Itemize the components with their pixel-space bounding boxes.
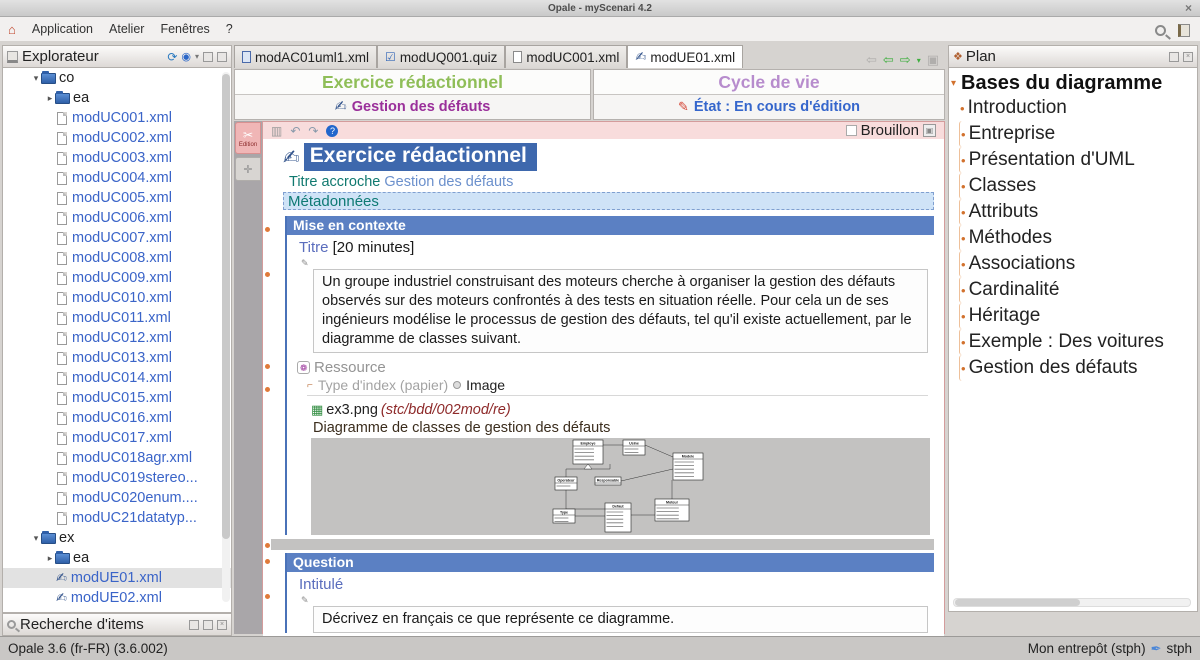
file-label: modUC018agr.xml: [72, 450, 193, 466]
menu-item-?[interactable]: ?: [225, 22, 233, 36]
search-items-icon: [7, 620, 16, 629]
metadata-band[interactable]: Métadonnées: [283, 192, 934, 210]
file-label: modUC007.xml: [72, 230, 172, 246]
folder-label: ex: [59, 530, 75, 546]
titre-label: Titre: [299, 239, 329, 256]
bullet-icon: •: [961, 126, 966, 142]
plan-item-entreprise[interactable]: [959, 121, 1197, 147]
plan-item-cardinalit[interactable]: [959, 277, 1197, 303]
plan-item-hritage[interactable]: [959, 303, 1197, 329]
hook-label: Titre accroche: [289, 174, 381, 190]
document-icon: [57, 152, 67, 165]
file-label: modUC21datatyp...: [72, 510, 197, 526]
tab-add[interactable]: [235, 157, 261, 181]
plan-item-label: Attributs: [968, 201, 1039, 222]
explorer-icon: [7, 51, 18, 63]
plan-panel: [948, 45, 1198, 612]
uml-class-diagram: [535, 439, 707, 534]
tree-item-modUC015xml[interactable]: [3, 388, 231, 408]
document-icon: [57, 332, 67, 345]
context-paragraph[interactable]: Un groupe industriel construisant des moteurs cherche à organiser la gestion des défauts observés sur des moteurs confrontés à des tests en situation réelle. Pour cela un de ses ingénieurs modélise le processus de gestion des défauts, tel qu'il existe actuellement, par le diagramme de classes suivant.: [313, 269, 928, 353]
file-label: modUC013.xml: [72, 350, 172, 366]
tree-item-ea[interactable]: [3, 548, 231, 568]
plan-item-mthodes[interactable]: [959, 225, 1197, 251]
menu-item-atelier[interactable]: Atelier: [109, 22, 145, 36]
tree-item-modUC001xml[interactable]: [3, 108, 231, 128]
plan-item-label: Exemple : Des voitures: [968, 331, 1164, 352]
panel-maximize-button[interactable]: [203, 620, 213, 630]
plan-header: [948, 45, 1198, 68]
activity-icon: [242, 51, 251, 63]
tree-item-modUC21datatyp[interactable]: [3, 508, 231, 528]
file-label: modUC014.xml: [72, 370, 172, 386]
folder-icon: [55, 553, 70, 564]
draft-checkbox[interactable]: [846, 125, 857, 136]
tab-edition[interactable]: [235, 122, 261, 154]
tab-label: modUC001.xml: [526, 49, 620, 65]
editor-side-strip: [234, 121, 262, 634]
triangle-down-icon: ▾: [951, 78, 957, 89]
sync-icon[interactable]: ◉: [181, 51, 191, 63]
file-label: modUC010.xml: [72, 290, 172, 306]
file-label: modUC008.xml: [72, 250, 172, 266]
plan-item-associations[interactable]: [959, 251, 1197, 277]
question-text[interactable]: Décrivez en français ce que représente ce diagramme.: [313, 606, 928, 633]
expanded-arrow-icon[interactable]: ▾: [33, 532, 39, 543]
tree-item-modUC012xml[interactable]: [3, 328, 231, 348]
hook-value[interactable]: Gestion des défauts: [384, 174, 514, 190]
file-label: modUC006.xml: [72, 210, 172, 226]
collapsed-arrow-icon[interactable]: ▸: [47, 92, 53, 103]
context-section: [285, 216, 934, 535]
tab-modUQ001quiz[interactable]: [377, 45, 505, 68]
exercise-icon: ✍: [283, 146, 300, 169]
quiz-icon: ☑: [385, 50, 396, 64]
lifecycle-box: [593, 69, 945, 120]
titre-value[interactable]: [20 minutes]: [332, 239, 415, 256]
tree-item-co[interactable]: [3, 68, 231, 88]
edit-marker: [265, 272, 270, 277]
file-label: modUC002.xml: [72, 130, 172, 146]
tree-item-modUC008xml[interactable]: [3, 248, 231, 268]
document-icon: [57, 312, 67, 325]
document-icon: [57, 472, 67, 485]
folder-label: ea: [73, 90, 90, 106]
tab-modUC001xml[interactable]: [505, 45, 627, 68]
plan-item-label: Gestion des défauts: [968, 357, 1138, 378]
document-icon: [57, 112, 67, 125]
status-version: Opale 3.6 (fr-FR) (3.6.002): [8, 641, 168, 656]
file-label: modUE01.xml: [70, 570, 162, 586]
bullet-icon: •: [961, 152, 966, 168]
menu-item-fentres[interactable]: Fenêtres: [160, 22, 210, 36]
tree-item-modUC003xml[interactable]: [3, 148, 231, 168]
file-label: modUC004.xml: [72, 170, 172, 186]
window-close-icon[interactable]: ×: [1184, 1, 1192, 15]
document-icon: [57, 412, 67, 425]
plan-minimize-button[interactable]: [1169, 52, 1179, 62]
help-icon[interactable]: ?: [326, 125, 338, 137]
back-gray-icon[interactable]: ⇦: [865, 52, 877, 67]
tab-nav: [860, 52, 945, 68]
center-area: [234, 45, 945, 636]
pencil-icon: ✎: [677, 99, 689, 114]
tree-item-ea[interactable]: [3, 88, 231, 108]
statusbar: [0, 636, 1200, 660]
edit-marker: [265, 364, 270, 369]
index-tick-icon: ⌐: [307, 379, 313, 391]
tab-modAC01uml1xml[interactable]: [234, 45, 377, 68]
edit-marker: [265, 559, 270, 564]
file-label: modUC005.xml: [72, 190, 172, 206]
tree-item-modUC017xml[interactable]: [3, 428, 231, 448]
save-icon[interactable]: ▥: [271, 123, 283, 138]
document-icon: [57, 352, 67, 365]
document-icon: [513, 51, 522, 63]
folder-icon: [41, 73, 56, 84]
draft-label: Brouillon: [860, 122, 919, 139]
exercise-icon: ✍: [334, 99, 347, 115]
image-file-path: (stc/bdd/002mod/re): [380, 402, 511, 418]
tree-item-modUC006xml[interactable]: [3, 208, 231, 228]
editor-toolbar: [263, 122, 944, 139]
document-icon: [57, 212, 67, 225]
home-icon[interactable]: ⌂: [8, 21, 16, 37]
search-items-header[interactable]: [2, 613, 232, 636]
tree-item-modUC010xml[interactable]: [3, 288, 231, 308]
plan-item-classes[interactable]: [959, 173, 1197, 199]
bullet-icon: •: [961, 204, 966, 220]
image-file-icon: ▦: [311, 402, 324, 417]
toolbar-right: [1155, 24, 1190, 37]
tiny-down-icon[interactable]: ▾: [916, 55, 921, 65]
document-icon: [57, 192, 67, 205]
panel-minimize-button[interactable]: [189, 620, 199, 630]
plus-icon: ✛: [243, 163, 253, 176]
exercise-icon: ✍: [635, 49, 647, 64]
svg-text:Modele: Modele: [681, 454, 694, 459]
file-label: modUC009.xml: [72, 270, 172, 286]
editor-main: [262, 121, 945, 634]
resource-label: Ressource: [314, 359, 386, 376]
tree-item-modUC011xml[interactable]: [3, 308, 231, 328]
plan-root-label: Bases du diagramme: [961, 72, 1163, 94]
plan-title: Plan: [965, 48, 996, 65]
svg-text:Operateur: Operateur: [556, 478, 575, 483]
chevron-down-icon[interactable]: ▾: [194, 52, 199, 61]
document-icon: [57, 272, 67, 285]
explorer-scrollbar[interactable]: [222, 72, 230, 602]
search-items-title: Recherche d'items: [20, 616, 144, 633]
plan-item-label: Cardinalité: [968, 279, 1060, 300]
lifecycle-state-row[interactable]: [594, 94, 944, 119]
folder-icon: [41, 533, 56, 544]
library-icon[interactable]: [1178, 24, 1190, 37]
plan-item-label: Associations: [968, 253, 1076, 274]
edit-marker: [265, 543, 270, 548]
search-icon[interactable]: [1155, 25, 1166, 36]
item-name-row[interactable]: [235, 94, 590, 119]
fwd-green-icon[interactable]: ⇨: [899, 52, 911, 67]
context-header[interactable]: Mise en contexte: [287, 216, 934, 235]
bullet-icon: •: [961, 360, 966, 376]
plan-root-item[interactable]: [951, 72, 1197, 95]
explorer-header: [2, 45, 232, 68]
svg-text:Defaut: Defaut: [611, 504, 624, 509]
bullet-icon: •: [961, 256, 966, 272]
bullet-icon: •: [961, 334, 966, 350]
document-icon: [57, 232, 67, 245]
folder-icon: [55, 93, 70, 104]
document-icon: [57, 452, 67, 465]
plan-item-label: Introduction: [967, 97, 1067, 118]
window-titlebar: [0, 0, 1200, 17]
image-file-name[interactable]: ex3.png: [326, 402, 378, 418]
status-user: stph: [1166, 641, 1192, 656]
edit-marker: [265, 227, 270, 232]
item-type-title: Exercice rédactionnel: [322, 71, 503, 92]
undo-icon[interactable]: ↶: [290, 123, 301, 138]
file-label: modUC003.xml: [72, 150, 172, 166]
index-label: Type d'index (papier): [317, 377, 449, 393]
plan-item-prsentationduml[interactable]: [959, 147, 1197, 173]
document-icon: [57, 172, 67, 185]
folder-label: ea: [73, 550, 90, 566]
question-section: [285, 553, 934, 633]
svg-text:Moteur: Moteur: [665, 500, 678, 505]
tree-item-modUC013xml[interactable]: [3, 348, 231, 368]
explorer-title: Explorateur: [22, 48, 99, 65]
index-type-icon: [453, 381, 461, 389]
file-label: modUC016.xml: [72, 410, 172, 426]
plan-item-attributs[interactable]: [959, 199, 1197, 225]
window-title: Opale - myScenari 4.2: [548, 2, 652, 14]
document-icon: [57, 492, 67, 505]
tree-item-modUC018agrxml[interactable]: [3, 448, 231, 468]
index-value[interactable]: Image: [466, 377, 506, 393]
file-label: modUC011.xml: [72, 310, 171, 326]
tab-modUE01xml[interactable]: [627, 45, 743, 68]
exercise-icon: ✍: [56, 570, 67, 585]
file-label: modUC017.xml: [72, 430, 172, 446]
exercise-icon: ✍: [56, 590, 67, 605]
explorer-tree: [2, 68, 232, 613]
panel-close-button[interactable]: ×: [217, 620, 227, 630]
editor: [234, 121, 945, 634]
bullet-icon: •: [961, 308, 966, 324]
collapsed-arrow-icon[interactable]: ▸: [47, 552, 53, 563]
plan-item-label: Héritage: [968, 305, 1041, 326]
tree-item-modUC005xml[interactable]: [3, 188, 231, 208]
tree-item-modUC014xml[interactable]: [3, 368, 231, 388]
plan-item-label: Classes: [968, 175, 1037, 196]
back-green-icon[interactable]: ⇦: [882, 52, 894, 67]
file-label: modUC019stereo...: [72, 470, 198, 486]
bullet-icon: •: [961, 282, 966, 298]
edit-marker: [265, 387, 270, 392]
cursor-icon: ✎: [301, 595, 309, 605]
file-label: modUC020enum....: [72, 490, 198, 506]
plan-item-introduction[interactable]: [959, 95, 1197, 121]
plan-close-button[interactable]: ×: [1183, 52, 1193, 62]
bullet-icon: •: [960, 100, 965, 116]
minimize-button[interactable]: [203, 52, 213, 62]
svg-text:Responsable: Responsable: [596, 478, 619, 483]
tree-item-modUC016xml[interactable]: [3, 408, 231, 428]
tree-item-modUE02xml[interactable]: [3, 588, 231, 608]
restore-icon[interactable]: ▣: [926, 52, 939, 67]
lifecycle-title: Cycle de vie: [718, 71, 820, 92]
tree-item-modUC009xml[interactable]: [3, 268, 231, 288]
section-gap: [271, 539, 934, 550]
document-icon: [57, 432, 67, 445]
document-icon: [57, 512, 67, 525]
tree-item-modUC019stereo[interactable]: [3, 468, 231, 488]
svg-text:Usine: Usine: [628, 441, 639, 446]
plan-item-label: Méthodes: [968, 227, 1053, 248]
tree-item-modUC020enum[interactable]: [3, 488, 231, 508]
intitule-label: Intitulé: [299, 576, 344, 593]
document-icon: [57, 132, 67, 145]
plan-item-label: Présentation d'UML: [968, 149, 1135, 170]
tab-label: modUE01.xml: [650, 49, 736, 65]
cursor-icon: ✎: [301, 258, 309, 268]
expanded-arrow-icon[interactable]: ▾: [33, 72, 39, 83]
edition-label: Edition: [238, 142, 258, 148]
editor-content: [263, 139, 944, 637]
svg-text:Type: Type: [559, 510, 568, 515]
collapse-button[interactable]: ▣: [923, 124, 936, 137]
svg-text:Employe: Employe: [580, 441, 595, 446]
pen-icon: ✒: [1150, 640, 1162, 656]
item-summary-box: [234, 69, 591, 120]
document-icon: [57, 252, 67, 265]
maximize-button[interactable]: [217, 52, 227, 62]
tab-label: modUQ001.quiz: [399, 49, 498, 65]
redo-icon[interactable]: ↷: [308, 123, 319, 138]
plan-body: [948, 68, 1198, 612]
tree-item-modUC004xml[interactable]: [3, 168, 231, 188]
summary-row: [234, 69, 945, 120]
explorer-panel: [2, 45, 232, 636]
bullet-icon: •: [961, 230, 966, 246]
tree-item-ex[interactable]: [3, 528, 231, 548]
tree-item-modUE01xml[interactable]: [3, 568, 231, 588]
file-label: modUC012.xml: [72, 330, 172, 346]
tree-item-modUC002xml[interactable]: [3, 128, 231, 148]
file-label: modUC015.xml: [72, 390, 172, 406]
plan-item-exempledesvoitures[interactable]: [959, 329, 1197, 355]
folder-label: co: [59, 70, 75, 86]
lifecycle-state: État : En cours d'édition: [693, 99, 861, 115]
resource-icon: ❁: [297, 361, 310, 374]
tab-bar: [234, 45, 945, 68]
item-name: Gestion des défauts: [351, 99, 491, 115]
image-caption[interactable]: Diagramme de classes de gestion des défauts: [313, 420, 611, 436]
file-label: modUE02.xml: [70, 590, 162, 606]
scissors-icon: ✂: [242, 128, 254, 142]
doc-title[interactable]: Exercice rédactionnel: [304, 143, 537, 171]
tree-item-modUC007xml[interactable]: [3, 228, 231, 248]
edit-marker: [265, 594, 270, 599]
uml-diagram-image[interactable]: [311, 438, 930, 535]
plan-scrollbar[interactable]: [953, 598, 1191, 607]
tab-label: modAC01uml1.xml: [255, 49, 370, 65]
file-label: modUC001.xml: [72, 110, 172, 126]
question-header[interactable]: Question: [287, 553, 934, 572]
bullet-icon: •: [961, 178, 966, 194]
status-repository: Mon entrepôt (stph): [1027, 641, 1146, 656]
menu-item-application[interactable]: Application: [31, 22, 94, 36]
document-icon: [57, 292, 67, 305]
document-icon: [57, 392, 67, 405]
menubar: [0, 17, 1200, 41]
plan-item-label: Entreprise: [968, 123, 1056, 144]
refresh-icon[interactable]: ⟳: [167, 49, 178, 64]
document-icon: [57, 372, 67, 385]
plan-item-gestiondesdfauts[interactable]: [959, 355, 1197, 381]
plan-icon: ❖: [953, 51, 963, 63]
